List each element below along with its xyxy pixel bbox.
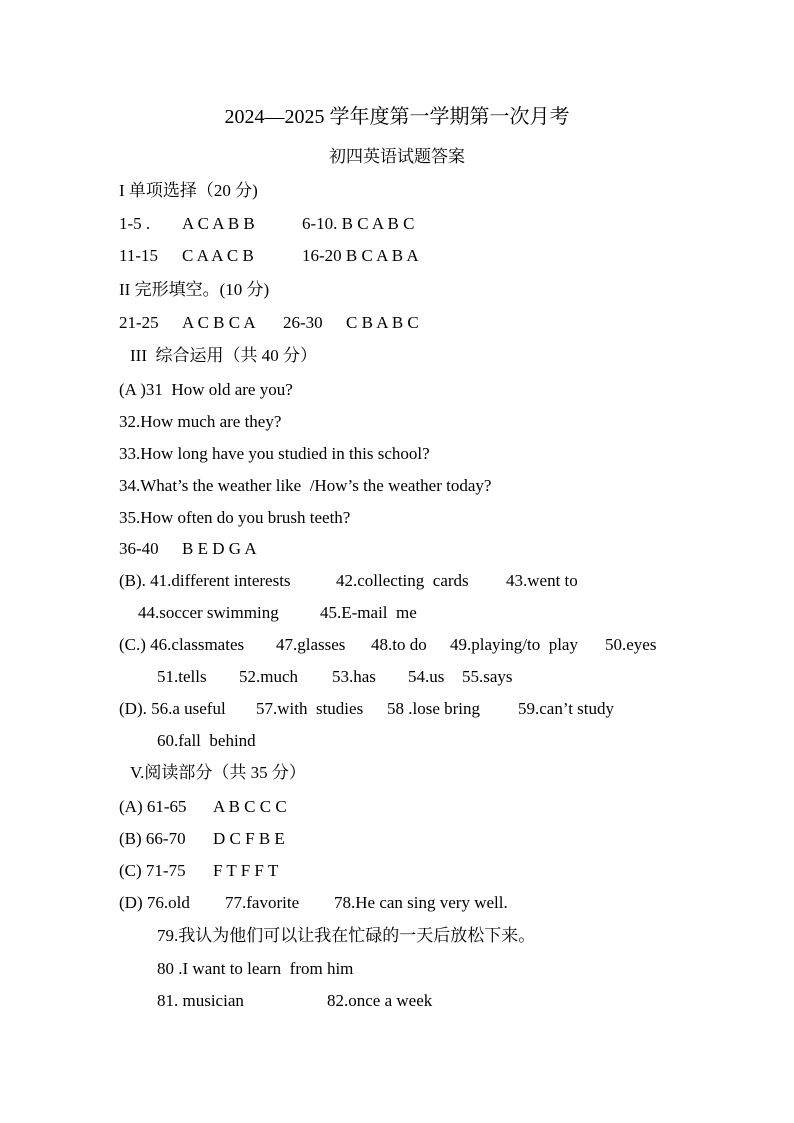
answer-item: (C.) 46.classmates — [119, 635, 245, 654]
question-range: (C) 71-75 — [119, 861, 186, 880]
answer-line: 32.How much are they? — [119, 412, 282, 431]
answer-row-b-2 — [138, 603, 638, 623]
question-range: 21-25 — [119, 313, 159, 332]
answer-item: 44.soccer swimming — [138, 603, 279, 622]
answer-item: (B). 41.different interests — [119, 571, 291, 590]
exam-subtitle: 初四英语试题答案 — [329, 147, 465, 166]
answers: 6-10. B C A B C — [302, 214, 415, 233]
reading-row-a — [119, 797, 519, 817]
answers: 16-20 B C A B A — [302, 246, 419, 265]
answers: A C B C A — [182, 313, 256, 332]
answers: F T F F T — [213, 861, 279, 880]
question-range: (A) 61-65 — [119, 797, 187, 816]
answer-item: 58 .lose bring — [387, 699, 481, 718]
answer-row-c-1 — [119, 635, 679, 655]
answers: D C F B E — [213, 829, 285, 848]
answer-row-36-40 — [119, 539, 519, 559]
answer-item: 43.went to — [506, 571, 578, 590]
answers: C A A C B — [182, 246, 254, 265]
section-5-heading: V.阅读部分（共 35 分） — [130, 763, 306, 782]
answer-item: 42.collecting cards — [336, 571, 469, 590]
question-range: (B) 66-70 — [119, 829, 186, 848]
answer-item: 53.has — [332, 667, 376, 686]
reading-row-d-4 — [157, 991, 577, 1011]
section-2-heading: II 完形填空。(10 分) — [119, 280, 270, 299]
answer-line: 34.What’s the weather like /How’s the weather today? — [119, 476, 492, 495]
answer-item: (D). 56.a useful — [119, 699, 226, 718]
answer-item: 48.to do — [371, 635, 427, 654]
answer-item: 55.says — [462, 667, 513, 686]
answer-line: 35.How often do you brush teeth? — [119, 508, 351, 527]
answer-row-b-1 — [119, 571, 679, 591]
answer-item: 47.glasses — [276, 635, 346, 654]
answers: B E D G A — [182, 539, 257, 558]
answer-row-d-1 — [119, 699, 659, 719]
answer-item: 82.once a week — [327, 991, 433, 1010]
answer-item: 57.with studies — [256, 699, 364, 718]
exam-title: 2024—2025 学年度第一学期第一次月考 — [224, 106, 570, 128]
reading-row-b — [119, 829, 519, 849]
answer-line: (A )31 How old are you? — [119, 380, 293, 399]
answer-item: 59.can’t study — [518, 699, 615, 718]
answer-item: 51.tells — [157, 667, 207, 686]
answer-row-c-2 — [157, 667, 577, 687]
answer-item: 54.us — [408, 667, 445, 686]
section-1-row-2 — [119, 246, 719, 266]
answer-item: 49.playing/to play — [450, 635, 578, 654]
question-range: 11-15 — [119, 246, 159, 265]
answers: C B A B C — [346, 313, 419, 332]
reading-row-d-1 — [119, 893, 619, 913]
answer-item: 45.E-mail me — [320, 603, 417, 622]
reading-row-d-2: 79.我认为他们可以让我在忙碌的一天后放松下来。 — [157, 926, 536, 945]
reading-row-c — [119, 861, 519, 881]
answer-row-d-2: 60.fall behind — [157, 731, 256, 750]
section-1-row-1 — [119, 214, 719, 234]
section-3-heading: III 综合运用（共 40 分） — [130, 346, 317, 365]
answer-line: 33.How long have you studied in this school? — [119, 444, 430, 463]
section-1-heading: I 单项选择（20 分) — [119, 181, 258, 200]
answer-item: 52.much — [239, 667, 299, 686]
question-range: 1-5 . — [119, 214, 151, 233]
reading-row-d-3: 80 .I want to learn from him — [157, 959, 354, 978]
answer-item: 50.eyes — [605, 635, 657, 654]
answer-item: 78.He can sing very well. — [334, 893, 508, 912]
answers: A B C C C — [213, 797, 287, 816]
answer-item: (D) 76.old — [119, 893, 190, 912]
question-range: 26-30 — [283, 313, 323, 332]
answer-item: 81. musician — [157, 991, 244, 1010]
answer-item: 77.favorite — [225, 893, 300, 912]
answers: A C A B B — [182, 214, 255, 233]
question-range: 36-40 — [119, 539, 159, 558]
section-2-row-1 — [119, 313, 719, 333]
